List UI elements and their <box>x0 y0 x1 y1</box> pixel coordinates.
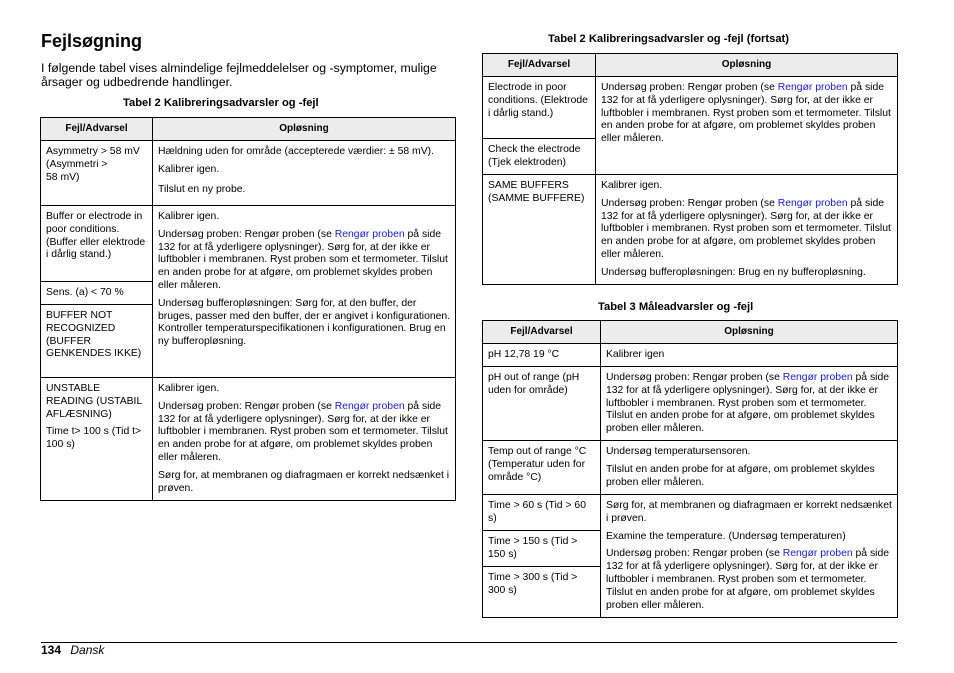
table-row <box>483 441 898 495</box>
solution-text: Undersøg bufferopløsningen: Sørg for, at den buffer, der bruges, passer med den buffer, der er angivet i konfigurationen. Kontroller temperaturspecifikationen i konfigurationen. Brug en ny bufferopløsning. <box>158 297 451 348</box>
error-text: Asymmetry > 58 mV <box>46 146 140 157</box>
error-cell: BUFFER NOT RECOGNIZED (BUFFER GENKENDES IKKE) <box>41 305 153 378</box>
solution-text: Undersøg proben: Rengør proben (se Rengør proben på side 132 for at få yderligere oplysninger). Sørg for, at der ikke er luftbobler i membranen. Ryst proben som et termometer. Tilslut en anden probe for at afgøre, om problemet skyldes proben eller måleren. <box>606 548 890 611</box>
error-cell: Check the electrode (Tjek elektroden) <box>483 139 596 175</box>
error-cell: Time > 60 s (Tid > 60 s) <box>483 495 601 531</box>
solution-cell <box>153 206 456 378</box>
solution-cell <box>596 175 898 285</box>
solution-cell: Kalibrer igen <box>601 344 898 367</box>
column-header-solution: Opløsning <box>601 321 898 344</box>
footer-language: Dansk <box>70 643 105 657</box>
page-title: Fejlsøgning <box>41 31 142 51</box>
solution-text: Kalibrer igen. <box>601 180 663 191</box>
link-rengor-proben[interactable]: Rengør proben <box>782 372 853 383</box>
solution-text: Kalibrer igen. <box>158 211 220 222</box>
link-rengor-proben[interactable]: Rengør proben <box>782 548 853 560</box>
solution-text: Kalibrer igen. <box>158 383 220 394</box>
error-cell: SAME BUFFERS (SAMME BUFFERE) <box>483 175 596 285</box>
solution-cell <box>601 495 898 618</box>
table-row <box>483 344 898 367</box>
error-cell: pH 12,78 19 °C <box>483 344 601 367</box>
intro-paragraph: I følgende tabel vises almindelige fejlmeddelelser og -symptomer, mulige årsager og udbedrende handlinger. <box>41 61 437 89</box>
link-rengor-proben[interactable]: Rengør proben <box>777 197 848 209</box>
error-text: Time t> 100 s (Tid t> 100 s) <box>46 426 142 451</box>
solution-text: Undersøg proben: Rengør proben (se Rengør proben på side 132 for at få yderligere oplysninger). Sørg for, at der ikke er luftbobler i membranen. Ryst proben som et termometer. Tilslut en anden probe for at afgøre, om problemet skyldes proben eller måleren. <box>158 400 448 463</box>
column-header-solution: Opløsning <box>596 54 898 77</box>
solution-text: Undersøg bufferopløsningen: Brug en ny bufferopløsning. <box>601 266 866 278</box>
error-cell: Electrode in poor conditions. (Elektrode i dårlig stand.) <box>483 77 596 139</box>
solution-cell <box>596 77 898 175</box>
error-text: (Asymmetri > <box>46 158 108 170</box>
table-row <box>41 206 456 282</box>
table-caption: Tabel 3 Måleadvarsler og -fejl <box>598 301 754 313</box>
error-cell: Time > 150 s (Tid > 150 s) <box>483 531 601 567</box>
error-cell <box>41 378 153 501</box>
error-text: 58 mV) <box>46 171 80 183</box>
error-cell: Time > 300 s (Tid > 300 s) <box>483 567 601 618</box>
column-header-solution: Opløsning <box>153 118 456 141</box>
solution-text: Hældning uden for område (accepterede værdier: ± 58 mV). <box>158 146 434 157</box>
link-rengor-proben[interactable]: Rengør proben <box>334 228 405 240</box>
table-row <box>41 141 456 206</box>
solution-cell <box>153 378 456 501</box>
column-header-error: Fejl/Advarsel <box>483 54 596 77</box>
table-caption: Tabel 2 Kalibreringsadvarsler og -fejl <box>123 97 319 109</box>
error-text: UNSTABLE READING (USTABIL AFLÆSNING) <box>46 383 142 420</box>
solution-text: Undersøg proben: Rengør proben (se Rengør proben på side 132 for at få yderligere oplysninger). Sørg for, at der ikke er luftbobler i membranen. Ryst proben som et termometer. Tilslut en anden probe for at afgøre, om problemet skyldes proben eller måleren. <box>601 82 891 145</box>
measurement-table <box>482 320 898 618</box>
error-cell <box>41 141 153 206</box>
solution-text: Sørg for, at membranen og diafragmaen er korrekt nedsænket i prøven. <box>606 500 892 524</box>
error-cell: Temp out of range °C (Temperatur uden for område °C) <box>483 441 601 495</box>
table-header-row <box>41 118 456 141</box>
solution-text: Kalibrer igen. <box>158 163 220 175</box>
error-cell: pH out of range (pH uden for område) <box>483 367 601 441</box>
solution-text: Undersøg proben: Rengør proben (se Rengør proben på side 132 for at få yderligere oplysninger). Sørg for, at der ikke er luftbobler i membranen. Ryst proben som et termometer. Tilslut en anden probe for at afgøre, om problemet skyldes proben eller måleren. <box>601 197 891 260</box>
table-header-row <box>483 321 898 344</box>
table-header-row <box>483 54 898 77</box>
table-row <box>483 495 898 531</box>
table-row <box>483 367 898 441</box>
link-rengor-proben[interactable]: Rengør proben <box>777 82 848 93</box>
page-number: 134 <box>41 643 62 657</box>
error-cell: Buffer or electrode in poor conditions. (Buffer eller elektrode i dårlig stand.) <box>41 206 153 282</box>
solution-text: Undersøg proben: Rengør proben (se Rengør proben på side 132 for at få yderligere oplysninger). Sørg for, at der ikke er luftbobler i membranen. Ryst proben som et termometer. Tilslut en anden probe for at afgøre, om problemet skyldes proben eller måleren. <box>158 228 448 291</box>
solution-cell <box>153 141 456 206</box>
solution-text: Tilslut en anden probe for at afgøre, om problemet skyldes proben eller måleren. <box>606 463 875 488</box>
column-header-error: Fejl/Advarsel <box>483 321 601 344</box>
table-row <box>41 378 456 501</box>
solution-text: Undersøg temperatursensoren. <box>606 446 751 457</box>
footer-divider <box>41 642 897 643</box>
calibration-table <box>40 117 456 501</box>
calibration-table-continued <box>482 53 898 285</box>
solution-cell <box>601 441 898 495</box>
error-cell: Sens. (a) < 70 % <box>41 282 153 305</box>
table-row <box>483 175 898 285</box>
column-header-error: Fejl/Advarsel <box>41 118 153 141</box>
link-rengor-proben[interactable]: Rengør proben <box>334 400 405 412</box>
solution-cell <box>601 367 898 441</box>
solution-text: Tilslut en ny probe. <box>158 183 246 195</box>
page-footer <box>41 643 104 657</box>
table-caption: Tabel 2 Kalibreringsadvarsler og -fejl (fortsat) <box>548 33 790 45</box>
solution-text: Examine the temperature. (Undersøg temperaturen) <box>606 530 846 542</box>
solution-text: Sørg for, at membranen og diafragmaen er korrekt nedsænket i prøven. <box>158 469 450 494</box>
solution-text: Undersøg proben: Rengør proben (se Rengør proben på side 132 for at få yderligere oplysninger). Sørg for, at der ikke er luftbobler i membranen. Ryst proben som et termometer. Tilslut en anden probe for at afgøre, om problemet skyldes proben eller måleren. <box>606 372 890 435</box>
table-row <box>483 77 898 139</box>
